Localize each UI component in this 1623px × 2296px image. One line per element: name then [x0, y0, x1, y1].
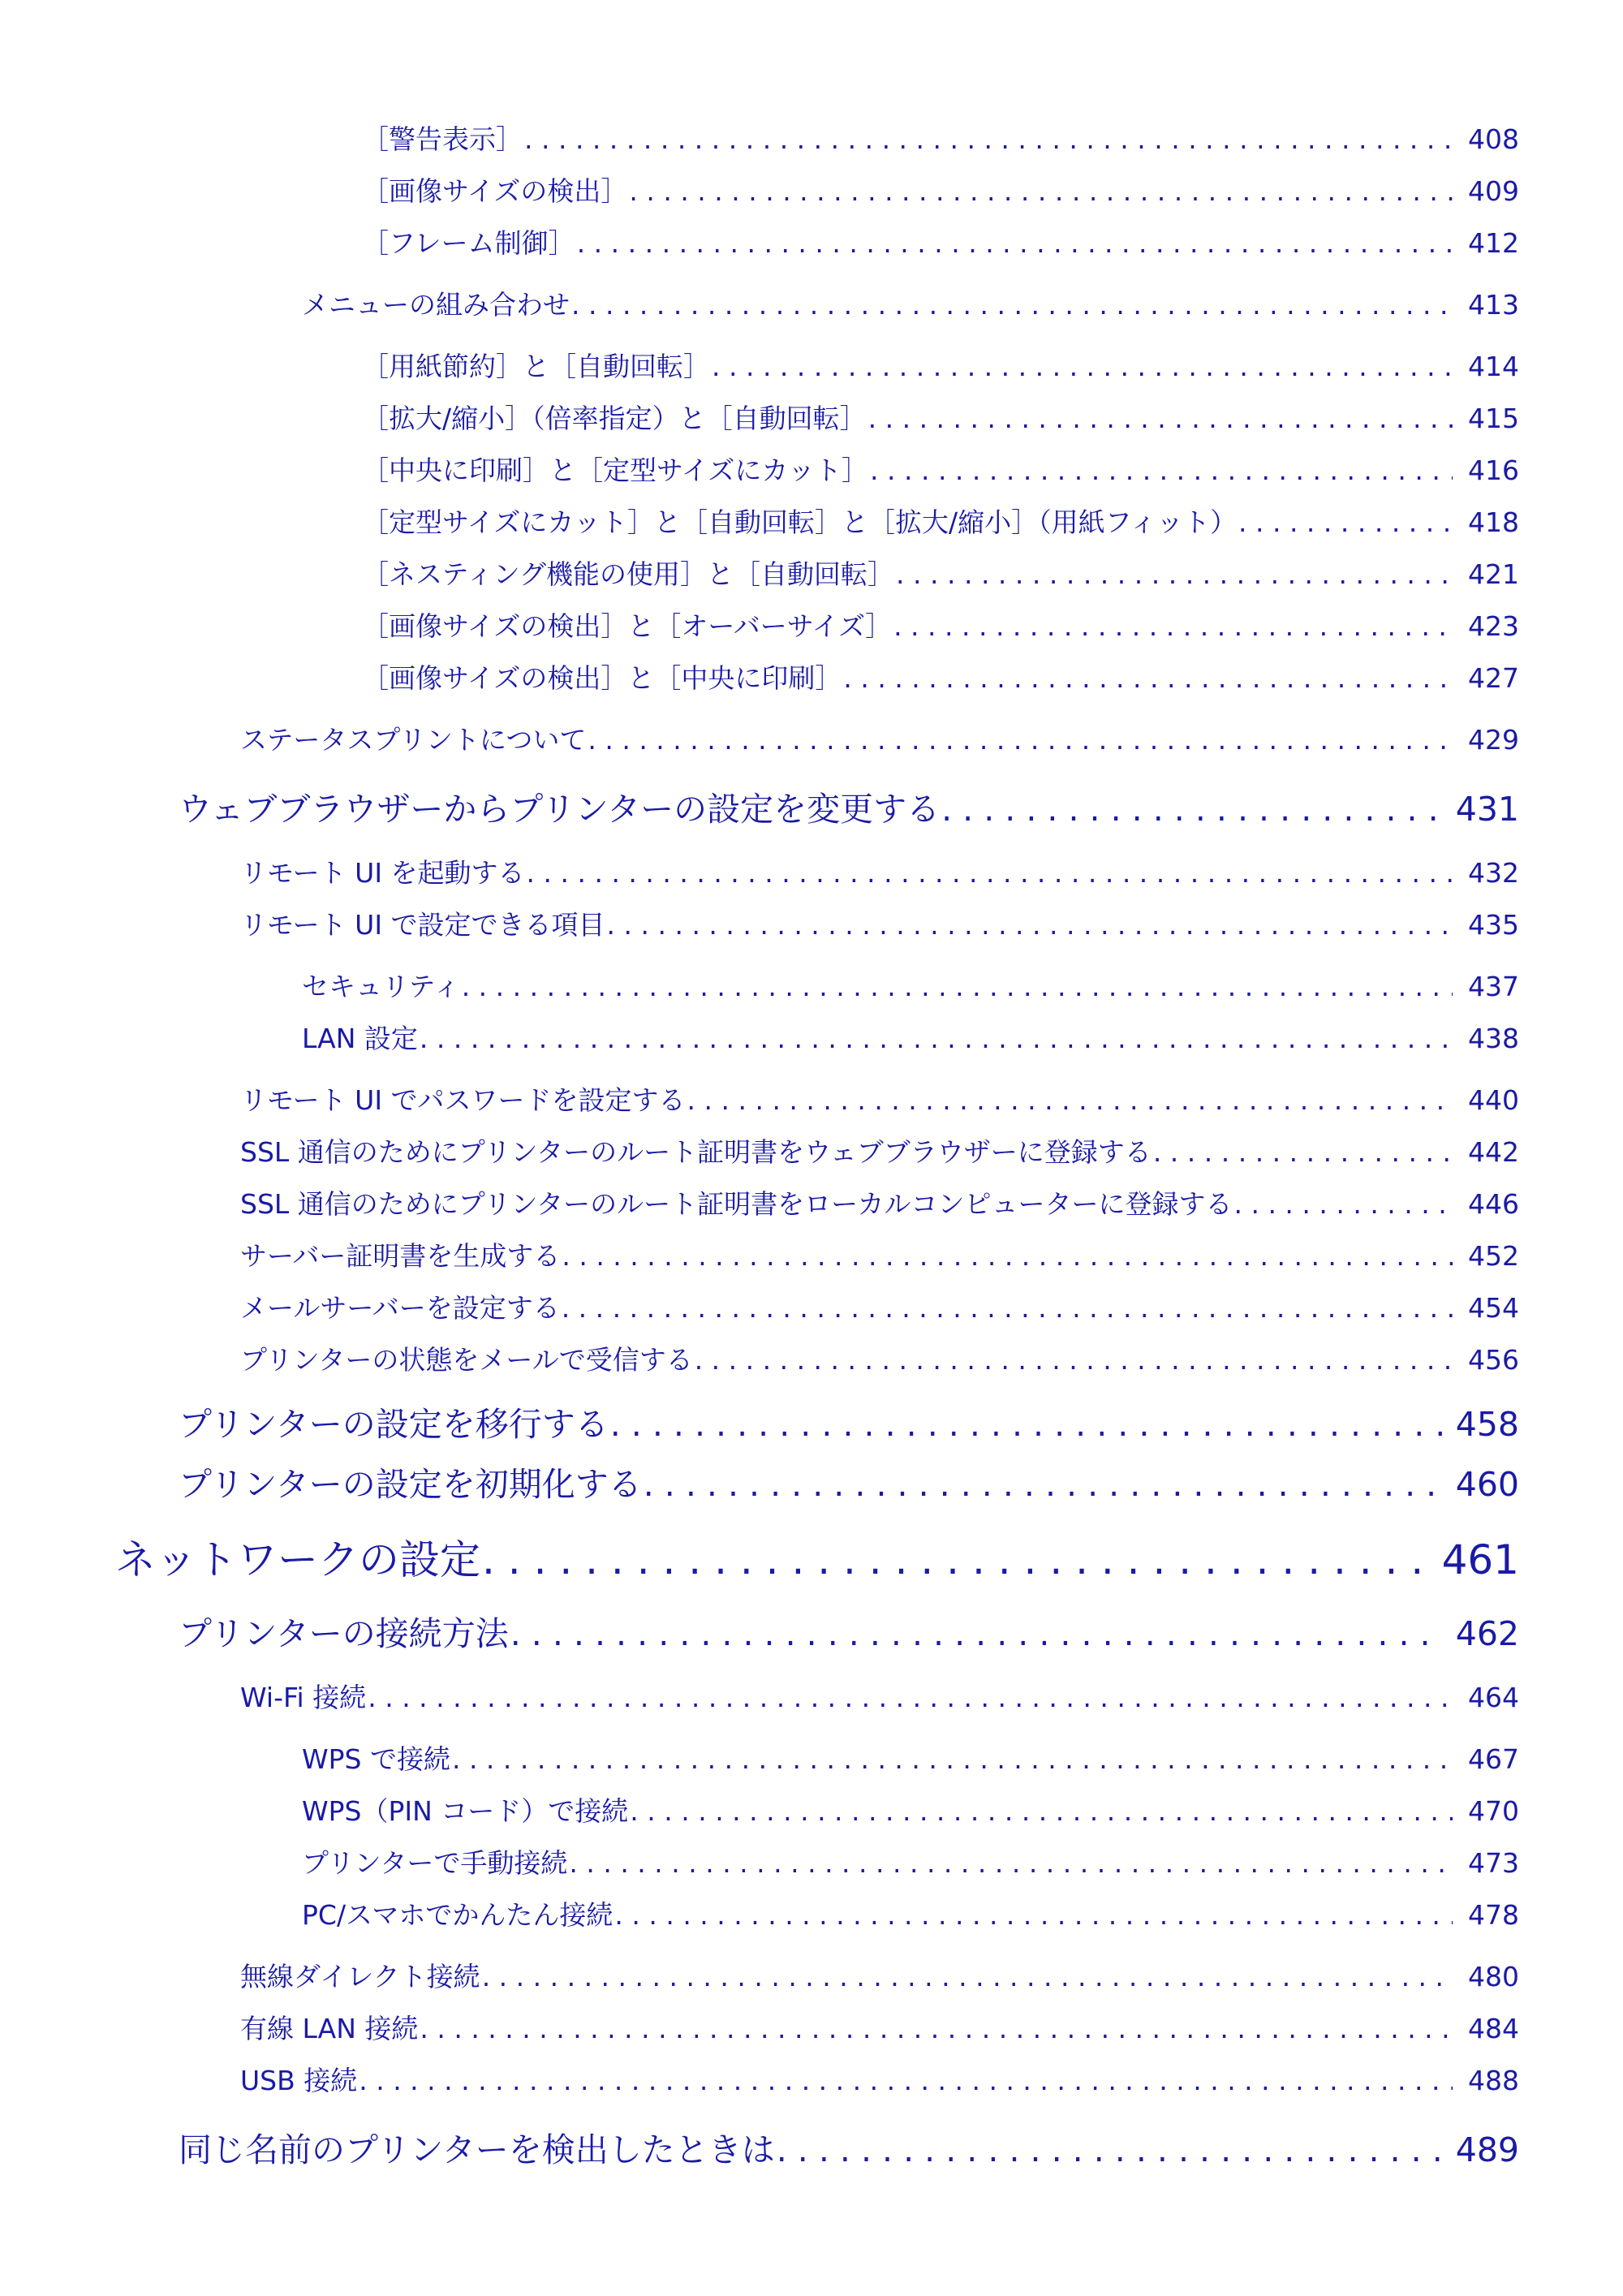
- dot-leader: [1237, 506, 1453, 538]
- toc-entry-title: WPS で接続: [302, 1743, 450, 1775]
- toc-entry-connection-methods[interactable]: [179, 1607, 1519, 1655]
- toc-entry-same-name-printer[interactable]: [179, 2123, 1519, 2171]
- toc-entry-page: 435: [1468, 909, 1519, 941]
- toc-entry-title: SSL 通信のためにプリンターのルート証明書をウェブブラウザーに登録する: [240, 1136, 1152, 1168]
- toc-entry-cut-rotate-fit[interactable]: [362, 502, 1519, 540]
- dot-leader: [560, 1292, 1453, 1324]
- toc-entry-wired-lan[interactable]: [240, 2008, 1519, 2046]
- toc-entry-page: 423: [1468, 610, 1519, 642]
- toc-entry-page: 413: [1468, 289, 1519, 321]
- dot-leader: [940, 790, 1444, 829]
- toc-entry-title: リモート UI で設定できる項目: [240, 909, 605, 941]
- dot-leader: [842, 662, 1453, 694]
- toc-entry-page: 446: [1468, 1188, 1519, 1220]
- toc-entry-title: リモート UI を起動する: [240, 857, 525, 889]
- toc-entry-status-print[interactable]: [240, 719, 1519, 757]
- toc-entry-title: SSL 通信のためにプリンターのルート証明書をローカルコンピューターに登録する: [240, 1188, 1233, 1220]
- toc-entry-title: ［フレーム制御］: [362, 227, 575, 259]
- toc-entry-title: ［定型サイズにカット］と［自動回転］と［拡大/縮小］（用紙フィット）: [362, 506, 1238, 538]
- toc-entry-wireless-direct[interactable]: [240, 1956, 1519, 1994]
- toc-entry-page: 480: [1468, 1961, 1519, 1992]
- dot-leader: [480, 1961, 1453, 1992]
- dot-leader: [892, 610, 1453, 642]
- toc-entry-remote-ui-password[interactable]: [240, 1079, 1519, 1118]
- toc-entry-title: ［拡大/縮小］（倍率指定）と［自動回転］: [362, 403, 867, 434]
- toc-entry-web-browser-settings[interactable]: [179, 782, 1519, 830]
- toc-entry-page: 484: [1468, 2013, 1519, 2044]
- toc-entry-title: ネットワークの設定: [115, 1536, 480, 1583]
- toc-entry-center-print-cut[interactable]: [362, 450, 1519, 488]
- toc-entry-page: 438: [1468, 1023, 1519, 1054]
- toc-entry-title: メニューの組み合わせ: [302, 289, 570, 321]
- toc-entry-title: 同じ名前のプリンターを検出したときは: [179, 2130, 775, 2169]
- toc-entry-lan-settings[interactable]: [302, 1018, 1519, 1056]
- toc-entry-page: 478: [1468, 1899, 1519, 1931]
- dot-leader: [775, 2130, 1444, 2169]
- dot-leader: [894, 558, 1453, 590]
- toc-entry-page: 431: [1455, 790, 1519, 829]
- toc-entry-paper-save-auto-rotate[interactable]: [362, 346, 1519, 384]
- dot-leader: [686, 1084, 1453, 1116]
- toc-entry-security[interactable]: [302, 966, 1519, 1004]
- dot-leader: [1232, 1188, 1453, 1220]
- dot-leader: [867, 403, 1453, 434]
- toc-entry-page: 456: [1468, 1344, 1519, 1376]
- dot-leader: [628, 1795, 1453, 1827]
- toc-entry-page: 442: [1468, 1136, 1519, 1168]
- toc-entry-page: 412: [1468, 227, 1519, 259]
- dot-leader: [642, 1465, 1444, 1504]
- dot-leader: [1152, 1136, 1453, 1168]
- toc-entry-title: Wi-Fi 接続: [240, 1682, 367, 1713]
- toc-entry-title: ウェブブラウザーからプリンターの設定を変更する: [179, 790, 941, 829]
- dot-leader: [523, 123, 1453, 155]
- toc-entry-title: ［画像サイズの検出］と［中央に印刷］: [362, 662, 842, 694]
- dot-leader: [525, 857, 1453, 889]
- toc-entry-page: 461: [1441, 1536, 1519, 1583]
- dot-leader: [509, 1614, 1444, 1653]
- toc-entry-wps-pin[interactable]: [302, 1790, 1519, 1829]
- toc-entry-page: 437: [1468, 971, 1519, 1002]
- toc-entry-server-certificate[interactable]: [240, 1235, 1519, 1273]
- toc-entry-page: 408: [1468, 123, 1519, 155]
- toc-entry-mail-status[interactable]: [240, 1339, 1519, 1377]
- toc-entry-mail-server[interactable]: [240, 1287, 1519, 1325]
- toc-entry-page: 458: [1455, 1405, 1519, 1444]
- dot-leader: [868, 454, 1453, 486]
- dot-leader: [710, 351, 1453, 382]
- dot-leader: [480, 1536, 1432, 1583]
- toc-entry-usb[interactable]: [240, 2060, 1519, 2098]
- toc-entry-title: LAN 設定: [302, 1023, 418, 1054]
- toc-entry-title: WPS（PIN コード）で接続: [302, 1795, 629, 1827]
- toc-entry-title: プリンターで手動接続: [302, 1847, 568, 1879]
- toc-entry-detect-center[interactable]: [362, 657, 1519, 696]
- dot-leader: [560, 1240, 1453, 1272]
- toc-entry-scale-auto-rotate[interactable]: [362, 398, 1519, 436]
- toc-entry-easy-connect[interactable]: [302, 1894, 1519, 1932]
- toc-entry-page: 462: [1455, 1614, 1519, 1653]
- toc-entry-page: 409: [1468, 175, 1519, 207]
- toc-entry-page: 460: [1455, 1465, 1519, 1504]
- toc-entry-title: プリンターの設定を移行する: [179, 1405, 609, 1444]
- toc-entry-page: 416: [1468, 454, 1519, 486]
- toc-entry-title: セキュリティ: [302, 971, 460, 1002]
- toc-entry-page: 429: [1468, 724, 1519, 756]
- toc-entry-page: 473: [1468, 1847, 1519, 1879]
- toc-entry-page: 414: [1468, 351, 1519, 382]
- toc-entry-title: プリンターの接続方法: [179, 1614, 509, 1653]
- dot-leader: [605, 909, 1453, 941]
- dot-leader: [357, 2065, 1453, 2096]
- toc-entry-title: ［中央に印刷］と［定型サイズにカット］: [362, 454, 869, 486]
- dot-leader: [366, 1682, 1453, 1713]
- toc-entry-page: 470: [1468, 1795, 1519, 1827]
- toc-entry-page: 421: [1468, 558, 1519, 590]
- toc-entry-title: ［警告表示］: [362, 123, 523, 155]
- toc-entry-title: USB 接続: [240, 2065, 358, 2096]
- toc-entry-warning-display[interactable]: [362, 118, 1519, 157]
- toc-entry-title: ［画像サイズの検出］と［オーバーサイズ］: [362, 610, 893, 642]
- toc-entry-title: プリンターの状態をメールで受信する: [240, 1344, 693, 1376]
- toc-entry-wps[interactable]: [302, 1738, 1519, 1777]
- toc-entry-title: ［画像サイズの検出］: [362, 175, 628, 207]
- toc-entry-title: メールサーバーを設定する: [240, 1292, 560, 1324]
- dot-leader: [613, 1899, 1453, 1931]
- toc-entry-detect-oversize[interactable]: [362, 605, 1519, 644]
- toc-entry-title: サーバー証明書を生成する: [240, 1240, 561, 1272]
- toc-entry-page: 440: [1468, 1084, 1519, 1116]
- toc-entry-nesting-auto-rotate[interactable]: [362, 554, 1519, 592]
- toc-entry-page: 489: [1455, 2130, 1519, 2169]
- toc-entry-title: プリンターの設定を初期化する: [179, 1465, 642, 1504]
- dot-leader: [693, 1344, 1453, 1376]
- toc-entry-page: 432: [1468, 857, 1519, 889]
- dot-leader: [609, 1405, 1444, 1444]
- toc-entry-remote-ui-items[interactable]: [240, 904, 1519, 942]
- dot-leader: [450, 1743, 1453, 1775]
- toc-entry-manual-connect[interactable]: [302, 1842, 1519, 1880]
- toc-entry-launch-remote-ui[interactable]: [240, 852, 1519, 890]
- dot-leader: [460, 971, 1453, 1002]
- toc-entry-image-size-detect[interactable]: [362, 170, 1519, 209]
- toc-entry-page: 418: [1468, 506, 1519, 538]
- dot-leader: [627, 175, 1453, 207]
- toc-entry-title: 有線 LAN 接続: [240, 2013, 419, 2044]
- toc-entry-title: ステータスプリントについて: [240, 724, 587, 756]
- toc-entry-page: 464: [1468, 1682, 1519, 1713]
- toc-entry-title: ［用紙節約］と［自動回転］: [362, 351, 710, 382]
- toc-entry-network-settings[interactable]: [115, 1527, 1519, 1586]
- toc-entry-page: 452: [1468, 1240, 1519, 1272]
- dot-leader: [567, 1847, 1453, 1879]
- toc-entry-page: 488: [1468, 2065, 1519, 2096]
- toc-entry-page: 427: [1468, 662, 1519, 694]
- dot-leader: [418, 1023, 1453, 1054]
- dot-leader: [418, 2013, 1453, 2044]
- toc-entry-ssl-local-computer[interactable]: [240, 1183, 1519, 1221]
- toc-entry-menu-combinations[interactable]: [302, 284, 1519, 322]
- toc-entry-title: 無線ダイレクト接続: [240, 1961, 480, 1992]
- toc-entry-frame-control[interactable]: [362, 222, 1519, 261]
- dot-leader: [586, 724, 1453, 756]
- toc-entry-page: 454: [1468, 1292, 1519, 1324]
- toc-entry-ssl-browser[interactable]: [240, 1131, 1519, 1170]
- toc-entry-initialize-settings[interactable]: [179, 1458, 1519, 1506]
- toc-entry-page: 467: [1468, 1743, 1519, 1775]
- toc-entry-page: 415: [1468, 403, 1519, 434]
- toc-entry-wifi[interactable]: [240, 1677, 1519, 1715]
- toc-entry-title: ［ネスティング機能の使用］と［自動回転］: [362, 558, 895, 590]
- toc-entry-title: PC/スマホでかんたん接続: [302, 1899, 613, 1931]
- toc-entry-migrate-settings[interactable]: [179, 1398, 1519, 1445]
- toc-entry-title: リモート UI でパスワードを設定する: [240, 1084, 686, 1116]
- dot-leader: [575, 227, 1453, 259]
- dot-leader: [570, 289, 1453, 321]
